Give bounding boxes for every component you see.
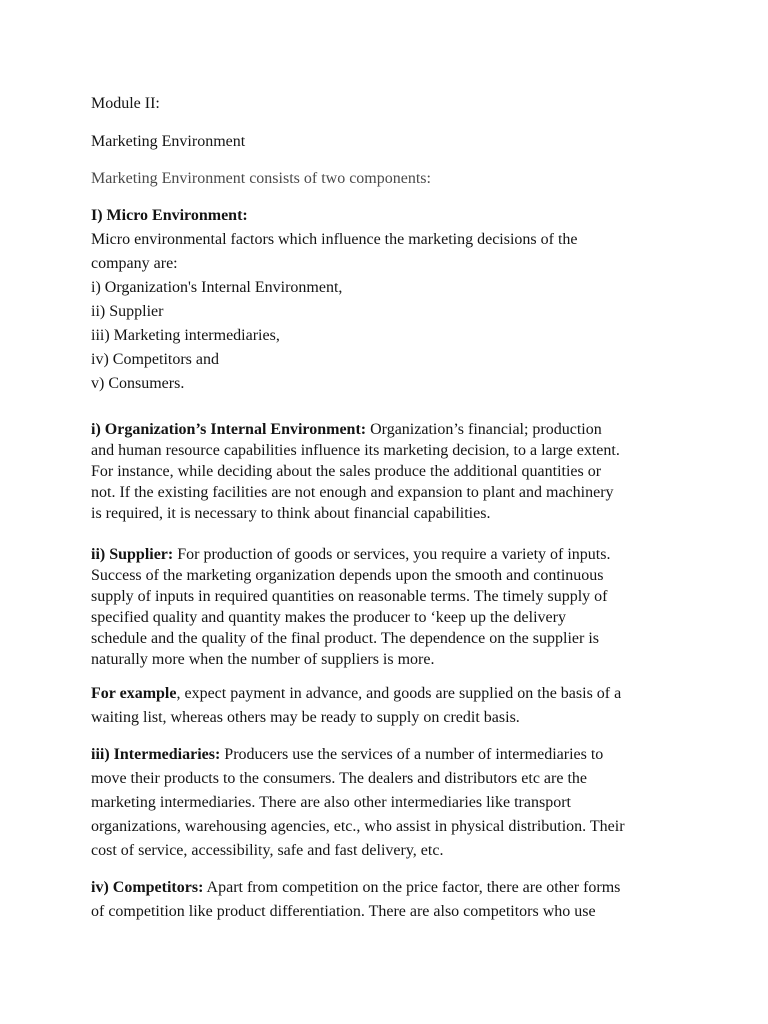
example-paragraph-line: waiting list, whereas others may be ready to supply on credit basis. <box>91 709 520 726</box>
internal-env-paragraph-line: is required, it is necessary to think about financial capabilities. <box>91 505 491 522</box>
intermediaries-paragraph-line: move their products to the consumers. The dealers and distributors etc are the <box>91 770 587 787</box>
intermediaries-paragraph-line: organizations, warehousing agencies, etc., who assist in physical distribution. Their <box>91 818 625 835</box>
module-title: Module II: <box>91 95 160 112</box>
internal-env-label: i) Organization’s Internal Environment: <box>91 421 367 438</box>
intermediaries-paragraph-line: marketing intermediaries. There are also other intermediaries like transport <box>91 794 571 811</box>
example-label: For example <box>91 685 177 702</box>
competitors-paragraph-line: iv) Competitors: Apart from competition on the price factor, there are other forms <box>91 879 621 896</box>
supplier-paragraph-line: supply of inputs in required quantities on reasonable terms. The timely supply of <box>91 588 608 605</box>
micro-list-item: i) Organization's Internal Environment, <box>91 279 343 296</box>
micro-heading: I) Micro Environment: <box>91 207 248 224</box>
intermediaries-paragraph-line: iii) Intermediaries: Producers use the services of a number of intermediaries to <box>91 746 604 763</box>
micro-list-item: iv) Competitors and <box>91 351 219 368</box>
supplier-paragraph-line: schedule and the quality of the final product. The dependence on the supplier is <box>91 630 599 647</box>
supplier-label: ii) Supplier: <box>91 546 174 563</box>
micro-desc-line: company are: <box>91 255 178 272</box>
example-paragraph-line: For example, expect payment in advance, and goods are supplied on the basis of a <box>91 685 622 702</box>
micro-list-item: iii) Marketing intermediaries, <box>91 327 280 344</box>
section-title: Marketing Environment <box>91 133 246 150</box>
internal-env-paragraph-line: and human resource capabilities influence its marketing decision, to a large extent. <box>91 442 620 459</box>
internal-env-paragraph-line: For instance, while deciding about the sales produce the additional quantities or <box>91 463 602 480</box>
intermediaries-paragraph-line: cost of service, accessibility, safe and fast delivery, etc. <box>91 842 444 859</box>
internal-env-paragraph-line: i) Organization’s Internal Environment: Organization’s financial; production <box>91 421 602 438</box>
internal-env-paragraph-line: not. If the existing facilities are not enough and expansion to plant and machinery <box>91 484 614 501</box>
micro-list-item: v) Consumers. <box>91 375 185 392</box>
supplier-paragraph-line: naturally more when the number of suppliers is more. <box>91 651 435 668</box>
supplier-paragraph-line: specified quality and quantity makes the producer to ‘keep up the delivery <box>91 609 566 626</box>
competitors-label: iv) Competitors: <box>91 879 204 896</box>
intermediaries-label: iii) Intermediaries: <box>91 746 221 763</box>
supplier-paragraph-line: ii) Supplier: For production of goods or services, you require a variety of inputs. <box>91 546 611 563</box>
micro-desc-line: Micro environmental factors which influence the marketing decisions of the <box>91 231 578 248</box>
competitors-paragraph-line: of competition like product differentiation. There are also competitors who use <box>91 903 596 920</box>
micro-list-item: ii) Supplier <box>91 303 164 320</box>
supplier-paragraph-line: Success of the marketing organization depends upon the smooth and continuous <box>91 567 604 584</box>
intro-text: Marketing Environment consists of two components: <box>91 170 431 187</box>
